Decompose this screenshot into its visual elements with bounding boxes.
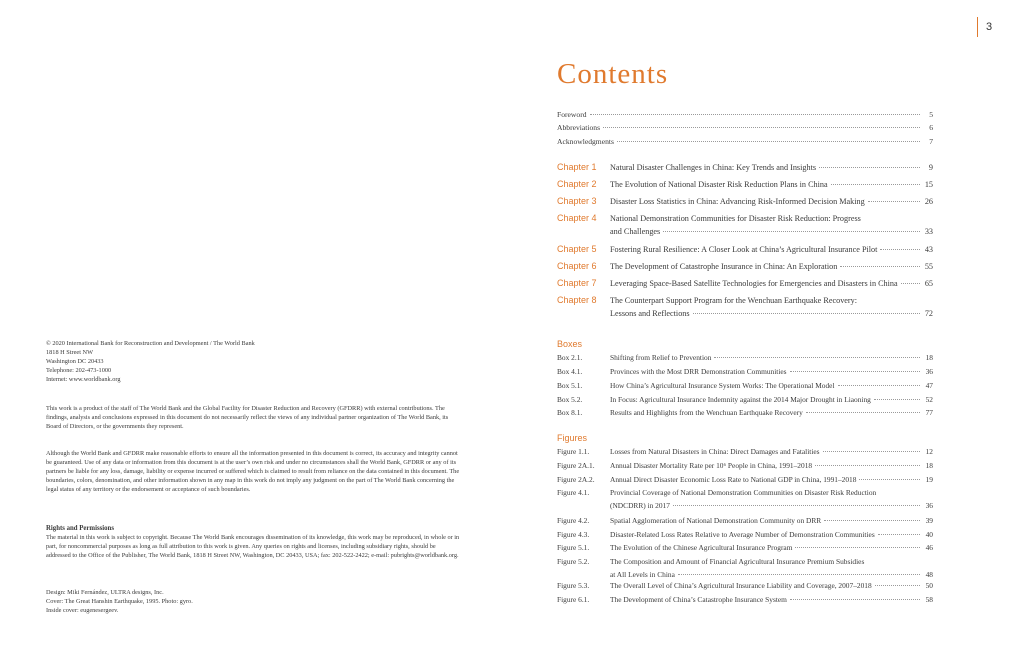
chapter-page: 9 <box>928 163 933 172</box>
dot-leader <box>678 574 920 575</box>
figures-heading: Figures <box>557 433 588 443</box>
chapter-title-continued: and Challenges <box>610 227 661 236</box>
figure-page: 40 <box>925 530 933 539</box>
box-title: Results and Highlights from the Wenchuan Earthquake Recovery <box>610 408 803 417</box>
figure-title: Losses from Natural Disasters in China: Direct Damages and Fatalities <box>610 447 820 456</box>
chapter-page: 26 <box>924 197 933 206</box>
address-line: Telephone: 202-473-1000 <box>46 367 112 375</box>
dot-leader <box>840 266 920 267</box>
dot-leader <box>824 520 920 521</box>
figure-label: Figure 5.1. <box>557 543 590 552</box>
figure-title: The Evolution of the Chinese Agricultural Insurance Program <box>610 543 793 552</box>
accuracy-text: Although the World Bank and GFDRR make reasonable efforts to ensure all the information presented in this document is correct, its accuracy and integrity cannot be guaranteed. Use of any data or information from this document is at the user’s own risk and under no circumstances shall the World Bank, GFDRR or any of its partners be liable for any loss, damage, liability or expense incurred or suffered which is claimed to result from reliance on the data contained in this document. The boundaries, colors, denomination, and other information shown in any map in this work do not imply any judgment on the part of The World Bank concerning the legal status of any territory or the endorsement or acceptance of such boundaries. <box>46 450 460 494</box>
address-line: © 2020 International Bank for Reconstruction and Development / The World Bank <box>46 340 255 347</box>
figure-title: The Development of China’s Catastrophe Insurance System <box>610 595 787 604</box>
box-label: Box 5.2. <box>557 395 583 404</box>
figure-title: Annual Direct Disaster Economic Loss Rate to National GDP in China, 1991–2018 <box>610 475 857 484</box>
toc-entry-acknowledgments[interactable] <box>557 137 933 147</box>
chapter-title: Natural Disaster Challenges in China: Key Trends and Insights <box>610 163 817 172</box>
rights-heading: Rights and Permissions <box>46 525 114 532</box>
box-page: 18 <box>925 353 933 362</box>
chapter-label: Chapter 3 <box>557 196 597 206</box>
address-line: Internet: www.worldbank.org <box>46 376 121 384</box>
figure-label: Figure 5.2. <box>557 557 590 566</box>
box-title: Shifting from Relief to Prevention <box>610 353 712 362</box>
figure-title: Annual Disaster Mortality Rate per 10⁶ People in China, 1991–2018 <box>610 461 813 470</box>
chapter-label: Chapter 5 <box>557 244 597 254</box>
chapter-title-continued: Lessons and Reflections <box>610 309 690 318</box>
accuracy-paragraph <box>46 449 460 494</box>
dot-leader <box>868 201 920 202</box>
dot-leader <box>790 371 920 372</box>
dot-leader <box>795 547 920 548</box>
chapter-title: The Counterpart Support Program for the Wenchuan Earthquake Recovery: <box>610 296 858 305</box>
figure-title: Disaster-Related Loss Rates Relative to Average Number of Demonstration Communities <box>610 530 875 539</box>
figure-page: 12 <box>925 447 933 456</box>
chapter-page: 15 <box>924 180 933 189</box>
chapter-label: Chapter 4 <box>557 213 597 223</box>
dot-leader <box>693 313 920 314</box>
dot-leader <box>617 141 920 142</box>
dot-leader <box>859 479 920 480</box>
figure-page: 50 <box>925 581 933 590</box>
chapter-label: Chapter 8 <box>557 295 597 305</box>
dot-leader <box>874 399 920 400</box>
figure-label: Figure 4.2. <box>557 516 590 525</box>
box-title: Provinces with the Most DRR Demonstration Communities <box>610 367 787 376</box>
figure-title: Provincial Coverage of National Demonstration Communities on Disaster Risk Reduction <box>610 488 877 497</box>
contents-title: Contents <box>557 58 669 90</box>
box-page: 47 <box>925 381 933 390</box>
dot-leader <box>838 385 920 386</box>
figure-title-continued: (NDCDRR) in 2017 <box>610 500 670 510</box>
box-label: Box 2.1. <box>557 353 583 362</box>
rights-section <box>46 524 460 560</box>
dot-leader <box>714 357 920 358</box>
boxes-heading: Boxes <box>557 339 583 349</box>
credit-line: Design: Miki Fernández, ULTRA designs, Inc. <box>46 589 164 596</box>
dot-leader <box>806 412 920 413</box>
figure-label: Figure 2A.1. <box>557 461 595 470</box>
figure-title-continued: at All Levels in China <box>610 569 675 579</box>
box-page: 52 <box>925 395 933 404</box>
chapter-page: 72 <box>924 309 933 318</box>
disclaimer-paragraph <box>46 404 460 431</box>
credits-section <box>46 588 460 615</box>
chapter-label: Chapter 7 <box>557 278 597 288</box>
chapter-label: Chapter 6 <box>557 261 597 271</box>
toc-entry-label: Acknowledgments <box>557 137 614 146</box>
toc-entry-label: Abbreviations <box>557 123 601 132</box>
copyright-address <box>46 339 460 384</box>
box-label: Box 4.1. <box>557 367 583 376</box>
toc-entry-page: 5 <box>929 110 933 119</box>
dot-leader <box>790 599 920 600</box>
figure-title: The Composition and Amount of Financial Agricultural Insurance Premium Subsidies <box>610 557 865 566</box>
rights-text: The material in this work is subject to copyright. Because The World Bank encourages dissemination of its knowledge, this work may be reproduced, in whole or in part, for noncommercial purposes as long as full attribution to this work is given. Any queries on rights and licenses, including subsidiary rights, should be addressed to the Office of the Publisher, The World Bank, 1818 H Street NW, Washington, DC 20433, USA; fax: 202-522-2422; e-mail: pubrights@worldbank.org. <box>46 534 460 560</box>
toc-entry-page: 7 <box>929 137 933 146</box>
chapter-page: 43 <box>924 245 933 254</box>
credit-line: Cover: The Great Hanshin Earthquake, 1995. Photo: gyro. <box>46 598 193 606</box>
figure-label: Figure 4.1. <box>557 488 590 497</box>
box-label: Box 5.1. <box>557 381 583 390</box>
chapter-title: The Development of Catastrophe Insurance in China: An Exploration <box>610 262 838 271</box>
dot-leader <box>878 534 920 535</box>
figure-page: 18 <box>925 461 933 470</box>
dot-leader <box>819 167 920 168</box>
figure-label: Figure 2A.2. <box>557 475 595 484</box>
toc-entry-label: Foreword <box>557 110 587 119</box>
dot-leader <box>663 231 920 232</box>
figure-page: 48 <box>925 569 933 579</box>
figure-label: Figure 1.1. <box>557 447 590 456</box>
dot-leader <box>831 184 920 185</box>
chapter-title: Fostering Rural Resilience: A Closer Look at China’s Agricultural Insurance Pilot <box>610 245 878 254</box>
chapter-title: The Evolution of National Disaster Risk Reduction Plans in China <box>610 180 828 189</box>
dot-leader <box>880 249 920 250</box>
figure-page: 36 <box>925 500 933 510</box>
figure-label: Figure 5.3. <box>557 581 590 590</box>
chapter-page: 65 <box>924 279 933 288</box>
chapter-label: Chapter 1 <box>557 162 597 172</box>
figure-page: 19 <box>925 475 933 484</box>
figure-page: 39 <box>925 516 933 525</box>
box-title: How China’s Agricultural Insurance System Works: The Operational Model <box>610 381 835 390</box>
dot-leader <box>901 283 920 284</box>
chapter-page: 33 <box>924 227 933 236</box>
address-line: Washington DC 20433 <box>46 358 104 366</box>
figure-label: Figure 4.3. <box>557 530 590 539</box>
box-title: In Focus: Agricultural Insurance Indemnity against the 2014 Major Drought in Liaoning <box>610 395 871 404</box>
figure-title: Spatial Agglomeration of National Demonstration Community on DRR <box>610 516 822 525</box>
figure-page: 46 <box>925 543 933 552</box>
address-line: 1818 H Street NW <box>46 349 94 357</box>
credit-line: Inside cover: eugenesergeev. <box>46 607 119 615</box>
chapter-title: Leveraging Space-Based Satellite Technologies for Emergencies and Disasters in China <box>610 279 898 288</box>
chapter-label: Chapter 2 <box>557 179 597 189</box>
toc-entry-page: 6 <box>929 123 933 132</box>
toc-entry-abbreviations[interactable] <box>557 123 933 133</box>
chapter-title: Disaster Loss Statistics in China: Advancing Risk-Informed Decision Making <box>610 197 865 206</box>
dot-leader <box>603 127 920 128</box>
chapter-title: National Demonstration Communities for Disaster Risk Reduction: Progress <box>610 214 861 223</box>
toc-entry-foreword[interactable] <box>557 110 933 120</box>
dot-leader <box>823 451 920 452</box>
box-page: 36 <box>925 367 933 376</box>
page-number: 3 <box>977 17 992 37</box>
dot-leader <box>875 585 920 586</box>
box-page: 77 <box>925 408 933 417</box>
figure-label: Figure 6.1. <box>557 595 590 604</box>
dot-leader <box>590 114 920 115</box>
figure-title: The Overall Level of China’s Agricultural Insurance Liability and Coverage, 2007–2018 <box>610 581 872 590</box>
chapter-page: 55 <box>924 262 933 271</box>
dot-leader <box>815 465 920 466</box>
box-label: Box 8.1. <box>557 408 583 417</box>
dot-leader <box>673 505 920 506</box>
disclaimer-text: This work is a product of the staff of The World Bank and the Global Facility for Disaster Reduction and Recovery (GFDRR) with external contributions. The findings, analysis and conclusions expressed in this document do not necessarily reflect the views of any individual partner organization of The World Bank, its Board of Directors, or the governments they represent. <box>46 405 449 431</box>
figure-page: 58 <box>925 595 933 604</box>
